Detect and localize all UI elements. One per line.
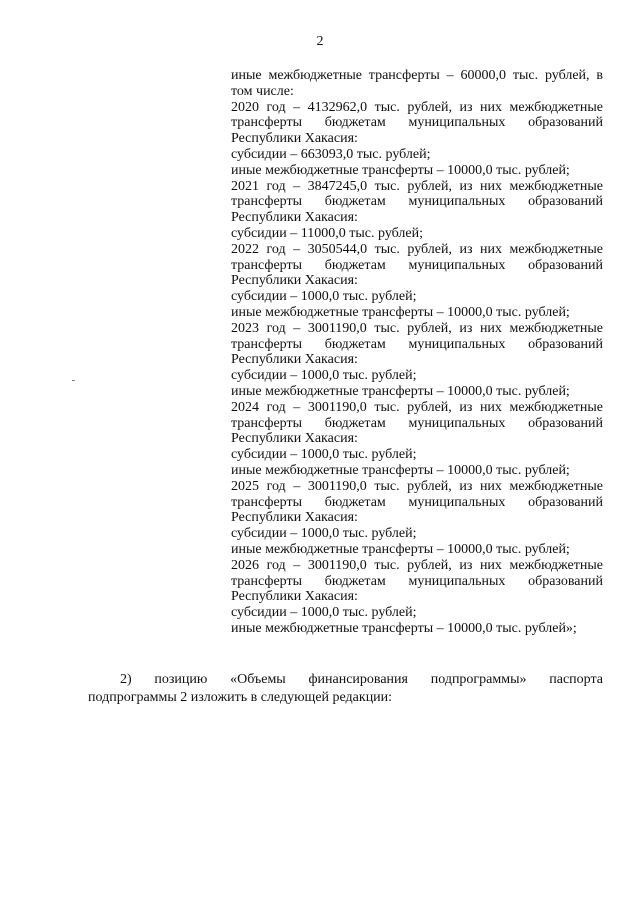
text-line: иные межбюджетные трансферты – 10000,0 тыс. рублей;	[231, 162, 570, 178]
paragraph-line: 2) позицию «Объемы финансирования подпрограммы» паспорта	[120, 672, 603, 687]
text-line: 2024 год – 3001190,0 тыс. рублей, из них межбюджетные	[231, 399, 603, 415]
text-line: трансферты бюджетам муниципальных образований	[231, 194, 603, 210]
text-line: субсидии – 1000,0 тыс. рублей;	[231, 526, 417, 542]
text-line: субсидии – 1000,0 тыс. рублей;	[231, 447, 417, 463]
text-line: 2020 год – 4132962,0 тыс. рублей, из них межбюджетные	[231, 99, 603, 115]
text-line: Республики Хакасия:	[231, 352, 358, 368]
scan-speck	[72, 380, 75, 381]
text-line: трансферты бюджетам муниципальных образований	[231, 336, 603, 352]
text-line: 2021 год – 3847245,0 тыс. рублей, из них межбюджетные	[231, 178, 603, 194]
text-line: Республики Хакасия:	[231, 210, 358, 226]
text-line: 2023 год – 3001190,0 тыс. рублей, из них межбюджетные	[231, 320, 603, 336]
text-line: иные межбюджетные трансферты – 10000,0 тыс. рублей;	[231, 304, 570, 320]
text-line: трансферты бюджетам муниципальных образований	[231, 494, 603, 510]
text-line: субсидии – 1000,0 тыс. рублей;	[231, 368, 417, 384]
text-line: Республики Хакасия:	[231, 431, 358, 447]
text-line: трансферты бюджетам муниципальных образований	[231, 573, 603, 589]
text-line: субсидии – 11000,0 тыс. рублей;	[231, 225, 423, 241]
text-line: 2022 год – 3050544,0 тыс. рублей, из них межбюджетные	[231, 241, 603, 257]
paragraph-2	[88, 671, 603, 706]
funding-text-block	[231, 68, 603, 637]
text-line: субсидии – 1000,0 тыс. рублей;	[231, 289, 417, 305]
text-line: субсидии – 1000,0 тыс. рублей;	[231, 605, 417, 621]
text-line: трансферты бюджетам муниципальных образований	[231, 115, 603, 131]
paragraph-line: подпрограммы 2 изложить в следующей редакции:	[88, 689, 393, 705]
text-line: иные межбюджетные трансферты – 10000,0 тыс. рублей»;	[231, 620, 577, 636]
text-line: Республики Хакасия:	[231, 273, 358, 289]
text-line: иные межбюджетные трансферты – 10000,0 тыс. рублей;	[231, 541, 570, 557]
text-line: трансферты бюджетам муниципальных образований	[231, 257, 603, 273]
page-number: 2	[316, 34, 324, 49]
text-line: Республики Хакасия:	[231, 510, 358, 526]
text-line: субсидии – 663093,0 тыс. рублей;	[231, 146, 431, 162]
text-line: иные межбюджетные трансферты – 60000,0 тыс. рублей, в	[231, 68, 603, 83]
text-line: Республики Хакасия:	[231, 589, 358, 605]
text-line: трансферты бюджетам муниципальных образований	[231, 415, 603, 431]
text-line: иные межбюджетные трансферты – 10000,0 тыс. рублей;	[231, 462, 570, 478]
text-line: 2026 год – 3001190,0 тыс. рублей, из них межбюджетные	[231, 557, 603, 573]
text-line: том числе:	[231, 83, 294, 99]
text-line: Республики Хакасия:	[231, 131, 358, 147]
text-line: иные межбюджетные трансферты – 10000,0 тыс. рублей;	[231, 383, 570, 399]
text-line: 2025 год – 3001190,0 тыс. рублей, из них межбюджетные	[231, 478, 603, 494]
